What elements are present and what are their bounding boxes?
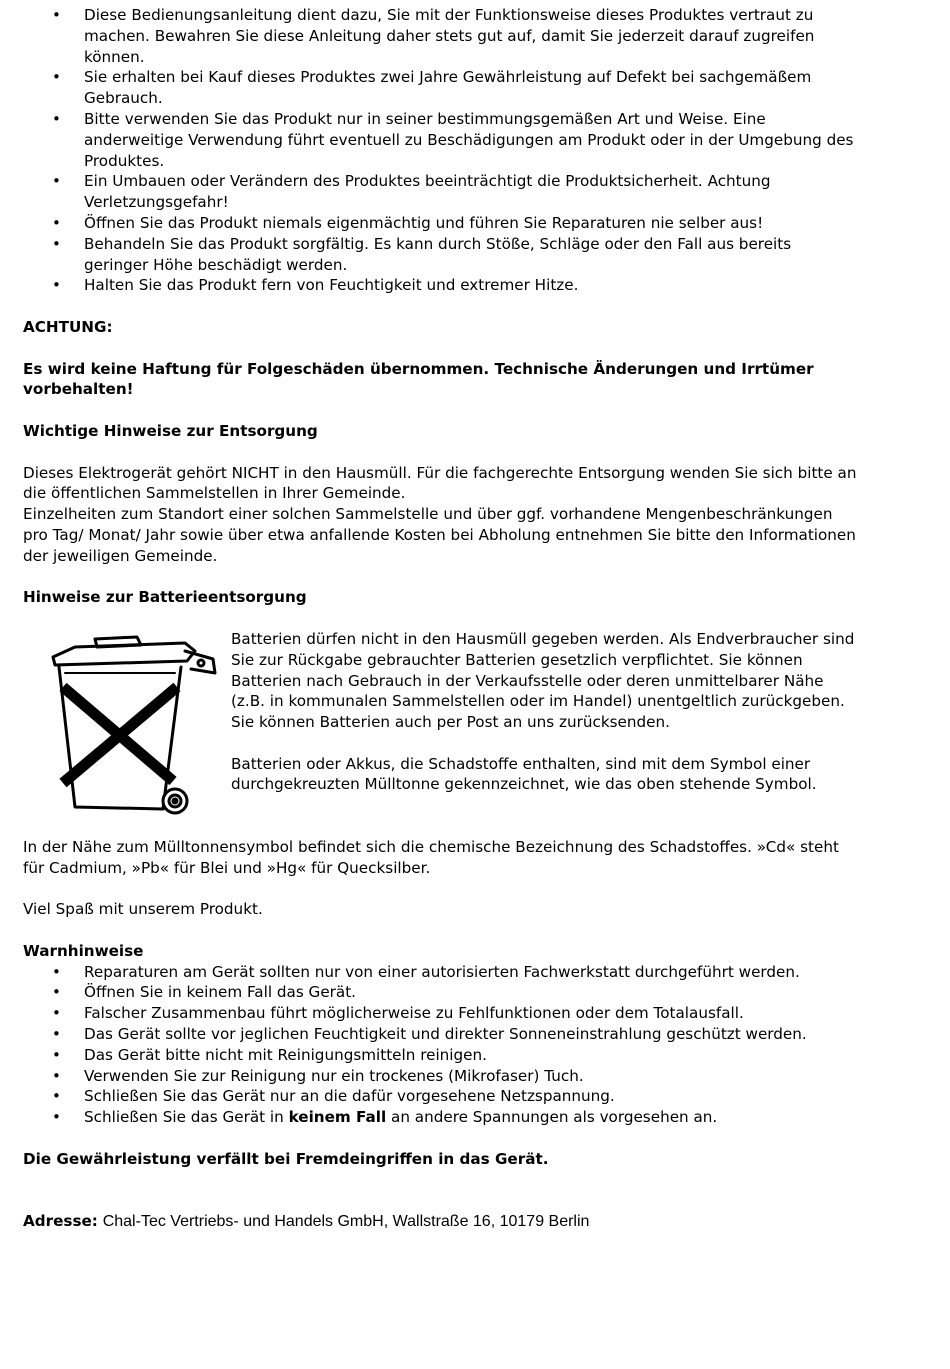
list-item: • Schließen Sie das Gerät nur an die dafür vorgesehene Netzspannung. (23, 1086, 859, 1107)
list-item: • Das Gerät bitte nicht mit Reinigungsmitteln reinigen. (23, 1045, 859, 1066)
list-item: • Sie erhalten bei Kauf dieses Produktes zwei Jahre Gewährleistung auf Defekt bei sachgemäßem Gebrauch. (23, 67, 859, 109)
list-item: • Öffnen Sie in keinem Fall das Gerät. (23, 982, 859, 1003)
warnings-list (23, 962, 859, 1128)
address-line (23, 1211, 859, 1233)
battery-heading: Hinweise zur Batterieentsorgung (23, 588, 307, 607)
list-item: • Falscher Zusammenbau führt möglicherweise zu Fehlfunktionen oder dem Totalausfall. (23, 1003, 859, 1024)
battery-section (23, 629, 859, 837)
list-item: • Verwenden Sie zur Reinigung nur ein trockenes (Mikrofaser) Tuch. (23, 1066, 859, 1087)
intro-bullet-list (23, 5, 859, 296)
closing-line: Viel Spaß mit unserem Produkt. (23, 900, 263, 919)
liability-disclaimer: Es wird keine Haftung für Folgeschäden übernommen. Technische Änderungen und Irrtümer vorbehalten! (23, 359, 814, 399)
list-item (23, 1107, 859, 1128)
list-item: • Bitte verwenden Sie das Produkt nur in seiner bestimmungsgemäßen Art und Weise. Eine anderweitige Verwendung führt eventuell zu Beschädigungen am Produkt oder in der Umgebung des Produktes. (23, 109, 859, 171)
chemical-note: In der Nähe zum Mülltonnensymbol befindet sich die chemische Bezeichnung des Schadstoffes. »Cd« steht für Cadmium, »Pb« für Blei und »Hg« für Quecksilber. (23, 837, 839, 877)
disposal-details-paragraph: Einzelheiten zum Standort einer solchen Sammelstelle und über ggf. vorhandene Mengenbeschränkungen pro Tag/ Monat/ Jahr sowie über etwa anfallende Kosten bei Abholung entnehmen Sie bitte den Informationen der jeweiligen Gemeinde. (23, 505, 856, 565)
battery-symbol-paragraph: Batterien oder Akkus, die Schadstoffe enthalten, sind mit dem Symbol einer durchgekreuzten Mülltonne gekennzeichnet, wie das oben stehende Symbol. (231, 754, 817, 794)
address-value: Chal-Tec Vertriebs- und Handels GmbH, Wallstraße 16, 10179 Berlin (102, 1213, 590, 1231)
warnings-heading: Warnhinweise (23, 941, 144, 960)
achtung-heading: ACHTUNG: (23, 317, 113, 336)
warning-prefix: Schließen Sie das Gerät in (84, 1108, 289, 1127)
battery-text (231, 629, 859, 795)
list-item: • Öffnen Sie das Produkt niemals eigenmächtig und führen Sie Reparaturen nie selber aus! (23, 213, 859, 234)
address-label: Adresse: (23, 1212, 98, 1231)
list-item: • Halten Sie das Produkt fern von Feuchtigkeit und extremer Hitze. (23, 275, 859, 296)
battery-return-paragraph: Batterien dürfen nicht in den Hausmüll gegeben werden. Als Endverbraucher sind Sie zur Rückgabe gebrauchter Batterien gesetzlich verpflichtet. Sie können Batterien nach Gebrauch in der Verkaufsstelle oder deren unmittelbarer Nähe (z.B. in kommunalen Sammelstellen oder im Handel) unentgeltlich zurückgeben. Sie können Batterien auch per Post an uns zurücksenden. (231, 629, 855, 732)
warranty-note: Die Gewährleistung verfällt bei Fremdeingriffen in das Gerät. (23, 1149, 549, 1168)
document-page (23, 5, 859, 1233)
list-item: • Ein Umbauen oder Verändern des Produktes beeinträchtigt die Produktsicherheit. Achtung Verletzungsgefahr! (23, 171, 859, 213)
warning-suffix: an andere Spannungen als vorgesehen an. (386, 1108, 718, 1127)
list-item: • Diese Bedienungsanleitung dient dazu, Sie mit der Funktionsweise dieses Produktes vertraut zu machen. Bewahren Sie diese Anleitung daher stets gut auf, damit Sie jederzeit darauf zugreifen können. (23, 5, 859, 67)
list-item: • Behandeln Sie das Produkt sorgfältig. Es kann durch Stöße, Schläge oder den Fall aus bereits geringer Höhe beschädigt werden. (23, 234, 859, 276)
warning-emphasis: keinem Fall (288, 1108, 387, 1127)
crossed-out-wheelie-bin-icon (45, 633, 223, 819)
disposal-paragraph: Dieses Elektrogerät gehört NICHT in den Hausmüll. Für die fachgerechte Entsorgung wenden Sie sich bitte an die öffentlichen Sammelstellen in Ihrer Gemeinde. (23, 463, 857, 503)
list-item: • Das Gerät sollte vor jeglichen Feuchtigkeit und direkter Sonneneinstrahlung geschützt werden. (23, 1024, 859, 1045)
disposal-heading: Wichtige Hinweise zur Entsorgung (23, 421, 318, 440)
list-item: • Reparaturen am Gerät sollten nur von einer autorisierten Fachwerkstatt durchgeführt werden. (23, 962, 859, 983)
